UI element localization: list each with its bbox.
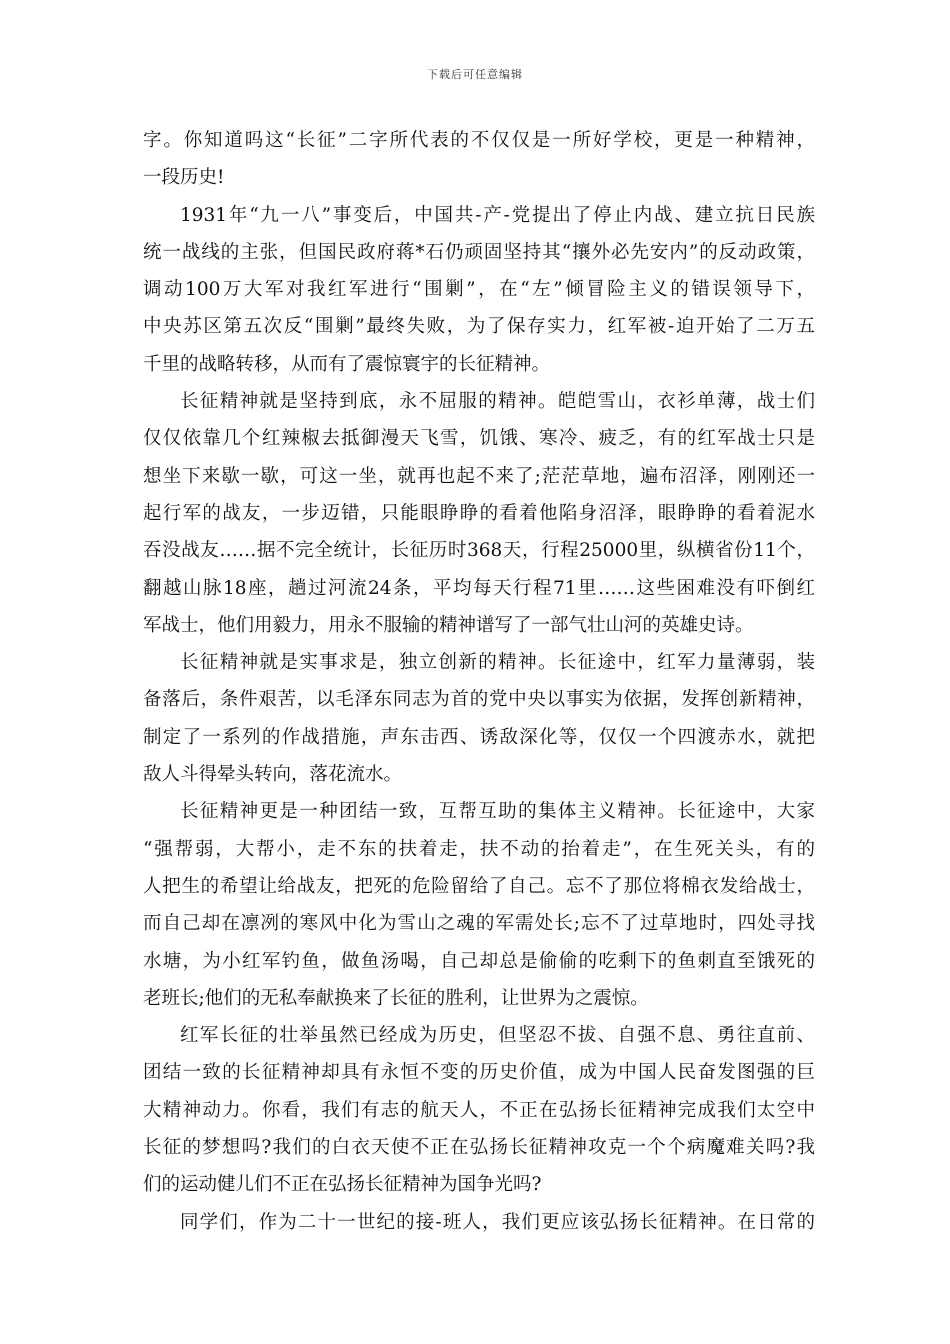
page-header: 下载后可任意编辑 [427, 68, 523, 81]
text-line: 中央苏区第五次反“围剿”最终失败，为了保存实力，红军被-迫开始了二万五 [143, 316, 815, 338]
text-line: 敌人斗得晕头转向，落花流水。 [143, 764, 403, 786]
text-line: 水塘，为小红军钓鱼，做鱼汤喝，自己却总是偷偷的吃剩下的鱼刺直至饿死的 [143, 950, 815, 972]
text-line: 长征精神更是一种团结一致，互帮互助的集体主义精神。长征途中，大家 [180, 801, 815, 823]
text-line: 字。你知道吗这“长征”二字所代表的不仅仅是一所好学校，更是一种精神， [143, 130, 815, 151]
text-line: 制定了一系列的作战措施，声东击西、诱敌深化等，仅仅一个四渡赤水，就把 [143, 726, 815, 748]
text-line: 大精神动力。你看，我们有志的航天人，不正在弘扬长征精神完成我们太空中 [143, 1099, 815, 1121]
text-line: 人把生的希望让给战友，把死的危险留给了自己。忘不了那位将棉衣发给战士， [143, 875, 815, 897]
text-line: 千里的战略转移，从而有了震惊寰宇的长征精神。 [143, 353, 551, 375]
body-text [143, 122, 815, 1241]
text-line: 仅仅依靠几个红辣椒去抵御漫天飞雪，饥饿、寒冷、疲乏，有的红军战士只是 [143, 428, 815, 450]
text-line: 老班长;他们的无私奉献换来了长征的胜利，让世界为之震惊。 [143, 987, 649, 1009]
text-line: 军战士，他们用毅力，用永不服输的精神谱写了一部气壮山河的英雄史诗。 [143, 614, 754, 636]
text-line: 长征的梦想吗?我们的白衣天使不正在弘扬长征精神攻克一个个病魔难关吗?我 [143, 1137, 815, 1159]
text-line: 备落后，条件艰苦，以毛泽东同志为首的党中央以事实为依据，发挥创新精神， [143, 689, 815, 711]
text-line: 们的运动健儿们不正在弘扬长征精神为国争光吗? [143, 1174, 542, 1196]
text-line: 1931年“九一八”事变后，中国共-产-党提出了停止内战、建立抗日民族 [180, 204, 815, 226]
text-line: 一段历史! [143, 167, 225, 189]
text-line: 起行军的战友，一步迈错，只能眼睁睁的看着他陷身沼泽，眼睁睁的看着泥水 [143, 502, 815, 524]
text-line: 长征精神就是实事求是，独立创新的精神。长征途中，红军力量薄弱，装 [180, 652, 815, 674]
text-line: 红军长征的壮举虽然已经成为历史，但坚忍不拔、自强不息、勇往直前、 [180, 1025, 815, 1047]
text-line: 同学们，作为二十一世纪的接-班人，我们更应该弘扬长征精神。在日常的 [180, 1211, 815, 1233]
text-line: 想坐下来歇一歇，可这一坐，就再也起不来了;茫茫草地，遍布沼泽，刚刚还一 [143, 465, 815, 487]
text-line: 统一战线的主张，但国民政府蒋*石仍顽固坚持其“攘外必先安内”的反动政策， [143, 241, 815, 263]
text-line: 长征精神就是坚持到底，永不屈服的精神。皑皑雪山，衣衫单薄，战士们 [180, 391, 815, 413]
text-line: “强帮弱，大帮小，走不东的扶着走，扶不动的抬着走”，在生死关头，有的 [143, 838, 815, 860]
text-line: 而自己却在凛冽的寒风中化为雪山之魂的军需处长;忘不了过草地时，四处寻找 [143, 913, 815, 935]
text-line: 调动100万大军对我红军进行“围剿”，在“左”倾冒险主义的错误领导下， [143, 279, 815, 301]
text-line: 团结一致的长征精神却具有永恒不变的历史价值，成为中国人民奋发图强的巨 [143, 1062, 815, 1084]
text-line: 翻越山脉18座，趟过河流24条，平均每天行程71里……这些困难没有吓倒红 [143, 577, 815, 599]
text-line: 吞没战友……据不完全统计，长征历时368天，行程25000里，纵横省份11个， [143, 540, 815, 562]
